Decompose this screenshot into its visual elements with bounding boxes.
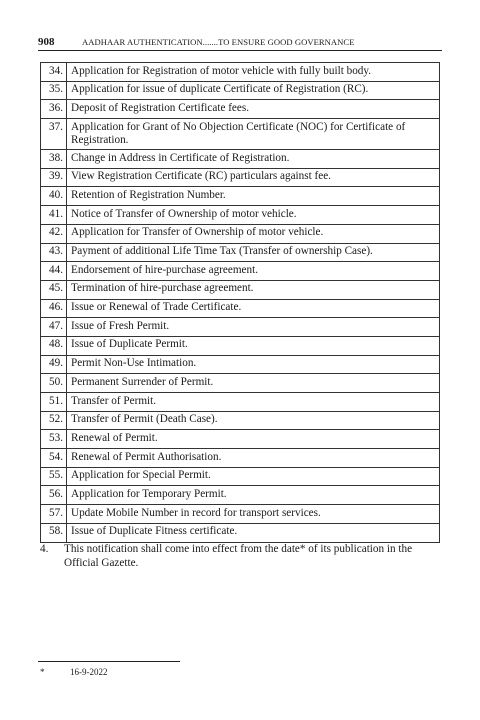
item-description: Transfer of Permit (Death Case).	[67, 411, 440, 430]
item-description: Application for Transfer of Ownership of motor vehicle.	[67, 224, 440, 243]
item-number: 48.	[41, 336, 67, 355]
item-number: 42.	[41, 224, 67, 243]
item-number: 35.	[41, 81, 67, 100]
table-row	[41, 206, 440, 225]
table-row	[41, 467, 440, 486]
item-number: 56.	[41, 486, 67, 505]
footnote-text: 16-9-2022	[70, 667, 108, 677]
item-description: Change in Address in Certificate of Registration.	[67, 150, 440, 169]
table-row	[41, 318, 440, 337]
services-table-body	[41, 63, 440, 543]
footnote-divider	[38, 661, 180, 662]
item-number: 47.	[41, 318, 67, 337]
item-description: Application for Grant of No Objection Certificate (NOC) for Certificate of Registration.	[67, 119, 440, 150]
item-number: 39.	[41, 168, 67, 187]
footnote	[40, 667, 108, 678]
table-row	[41, 449, 440, 468]
item-description: Issue of Duplicate Permit.	[67, 336, 440, 355]
item-description: Application for Special Permit.	[67, 467, 440, 486]
item-description: Application for Temporary Permit.	[67, 486, 440, 505]
item-description: Termination of hire-purchase agreement.	[67, 280, 440, 299]
item-description: Payment of additional Life Time Tax (Transfer of ownership Case).	[67, 243, 440, 262]
item-description: Endorsement of hire-purchase agreement.	[67, 262, 440, 281]
services-table	[40, 62, 440, 543]
item-number: 53.	[41, 430, 67, 449]
table-row	[41, 299, 440, 318]
item-number: 54.	[41, 449, 67, 468]
table-row	[41, 336, 440, 355]
table-row	[41, 100, 440, 119]
table-row	[41, 81, 440, 100]
table-row	[41, 224, 440, 243]
table-row	[41, 150, 440, 169]
item-description: Application for Registration of motor vehicle with fully built body.	[67, 63, 440, 82]
table-row	[41, 355, 440, 374]
page-number: 908	[38, 36, 55, 48]
item-description: Permanent Surrender of Permit.	[67, 374, 440, 393]
item-description: Application for issue of duplicate Certificate of Registration (RC).	[67, 81, 440, 100]
item-number: 43.	[41, 243, 67, 262]
item-description: Issue of Fresh Permit.	[67, 318, 440, 337]
item-number: 51.	[41, 393, 67, 412]
item-description: Issue of Duplicate Fitness certificate.	[67, 523, 440, 542]
item-number: 46.	[41, 299, 67, 318]
table-row	[41, 119, 440, 150]
table-row	[41, 505, 440, 524]
item-number: 57.	[41, 505, 67, 524]
table-row	[41, 262, 440, 281]
item-number: 55.	[41, 467, 67, 486]
item-description: Permit Non-Use Intimation.	[67, 355, 440, 374]
item-number: 37.	[41, 119, 67, 150]
item-description: Notice of Transfer of Ownership of motor vehicle.	[67, 206, 440, 225]
notification-text: This notification shall come into effect from the date* of its publication in the Official Gazette.	[64, 543, 413, 569]
item-number: 40.	[41, 187, 67, 206]
item-number: 36.	[41, 100, 67, 119]
item-number: 45.	[41, 280, 67, 299]
table-row	[41, 523, 440, 542]
item-description: View Registration Certificate (RC) particulars against fee.	[67, 168, 440, 187]
table-row	[41, 168, 440, 187]
table-row	[41, 486, 440, 505]
item-number: 58.	[41, 523, 67, 542]
item-description: Renewal of Permit.	[67, 430, 440, 449]
notification-number: 4.	[40, 543, 49, 555]
item-number: 38.	[41, 150, 67, 169]
item-number: 52.	[41, 411, 67, 430]
table-row	[41, 187, 440, 206]
item-description: Issue or Renewal of Trade Certificate.	[67, 299, 440, 318]
item-number: 41.	[41, 206, 67, 225]
item-description: Retention of Registration Number.	[67, 187, 440, 206]
table-row	[41, 63, 440, 82]
footnote-mark: *	[40, 667, 45, 677]
item-number: 50.	[41, 374, 67, 393]
running-title: AADHAAR AUTHENTICATION.......TO ENSURE GOOD GOVERNANCE	[82, 37, 355, 47]
item-description: Update Mobile Number in record for transport services.	[67, 505, 440, 524]
item-description: Transfer of Permit.	[67, 393, 440, 412]
item-number: 49.	[41, 355, 67, 374]
page-header	[38, 36, 442, 51]
item-description: Renewal of Permit Authorisation.	[67, 449, 440, 468]
table-row	[41, 430, 440, 449]
table-row	[41, 280, 440, 299]
table-row	[41, 243, 440, 262]
table-row	[41, 393, 440, 412]
item-number: 44.	[41, 262, 67, 281]
table-row	[41, 374, 440, 393]
item-description: Deposit of Registration Certificate fees.	[67, 100, 440, 119]
table-row	[41, 411, 440, 430]
item-number: 34.	[41, 63, 67, 82]
